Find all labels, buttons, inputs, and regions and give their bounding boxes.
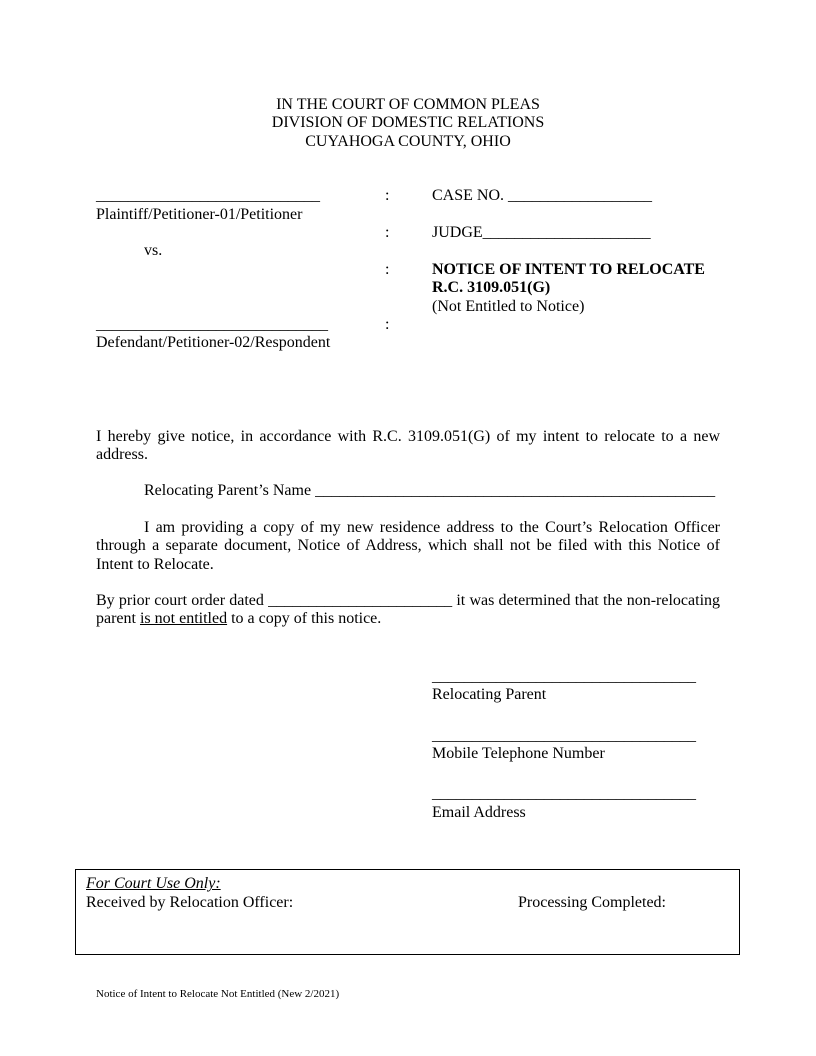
court-header-line1: IN THE COURT OF COMMON PLEAS <box>276 96 540 113</box>
email-address-label: Email Address <box>432 803 526 821</box>
processing-completed-label: Processing Completed: <box>518 893 666 911</box>
court-order-text-3: to a copy of this notice. <box>231 610 382 628</box>
defendant-name-blank: _____________________________ <box>96 315 328 333</box>
case-caption <box>96 187 720 353</box>
court-order-text-2: it was determined that the non-relocating parent <box>96 592 721 628</box>
mobile-telephone-line: _________________________________ <box>432 726 696 744</box>
relocating-parent-name-label: Relocating Parent’s Name <box>144 482 312 500</box>
case-number-label: CASE NO. __________________ <box>432 187 653 205</box>
court-use-only-fields <box>86 894 729 912</box>
document-title-line1: NOTICE OF INTENT TO RELOCATE <box>432 260 705 278</box>
court-use-only-box <box>75 869 740 955</box>
address-provision-paragraph: I am providing a copy of my new residence address to the Court’s Relocation Officer through a separate document, Notice of Address, which shall not be filed with this Notice of Intent to Relocate. <box>96 518 720 573</box>
court-header-line2: DIVISION OF DOMESTIC RELATIONS <box>271 114 545 132</box>
court-order-underlined-text: is not entitled <box>139 610 228 628</box>
footer-note: Notice of Intent to Relocate Not Entitled (New 2/2021) <box>96 988 340 1001</box>
received-by-relocation-officer-label: Received by Relocation Officer: <box>86 893 294 911</box>
signature-block <box>432 668 720 822</box>
judge-label: JUDGE_____________________ <box>432 223 651 241</box>
court-header <box>96 96 720 151</box>
court-header-line3: CUYAHOGA COUNTY, OHIO <box>305 132 511 150</box>
document-title-line3: (Not Entitled to Notice) <box>432 297 585 315</box>
email-address-field <box>432 785 720 822</box>
caption-colon: : <box>385 187 390 205</box>
email-address-line: _________________________________ <box>432 785 696 803</box>
relocating-parent-signature-line: _________________________________ <box>432 667 696 685</box>
document-title-line2: R.C. 3109.051(G) <box>432 279 551 297</box>
court-order-text-1: By prior court order dated <box>96 592 264 610</box>
mobile-telephone-label: Mobile Telephone Number <box>432 744 605 762</box>
vs-label: vs. <box>144 242 163 260</box>
caption-colon: : <box>385 260 390 278</box>
court-order-paragraph <box>96 592 720 629</box>
caption-colon: : <box>385 223 390 241</box>
relocating-parent-name-blank: __________________________________________________ <box>315 482 716 500</box>
relocating-parent-name-row <box>144 482 720 500</box>
notice-paragraph: I hereby give notice, in accordance with R.C. 3109.051(G) of my intent to relocate to a new address. <box>96 427 720 464</box>
court-order-date-blank: _______________________ <box>268 592 453 610</box>
court-use-only-title-row <box>86 875 729 893</box>
plaintiff-label: Plaintiff/Petitioner-01/Petitioner <box>96 205 303 223</box>
plaintiff-name-blank: ____________________________ <box>96 187 320 205</box>
relocating-parent-signature-label: Relocating Parent <box>432 686 547 704</box>
mobile-telephone-field <box>432 727 720 764</box>
defendant-label: Defendant/Petitioner-02/Respondent <box>96 334 331 352</box>
court-use-only-title: For Court Use Only: <box>86 875 221 893</box>
caption-colon: : <box>385 315 390 333</box>
relocating-parent-signature <box>432 668 720 705</box>
